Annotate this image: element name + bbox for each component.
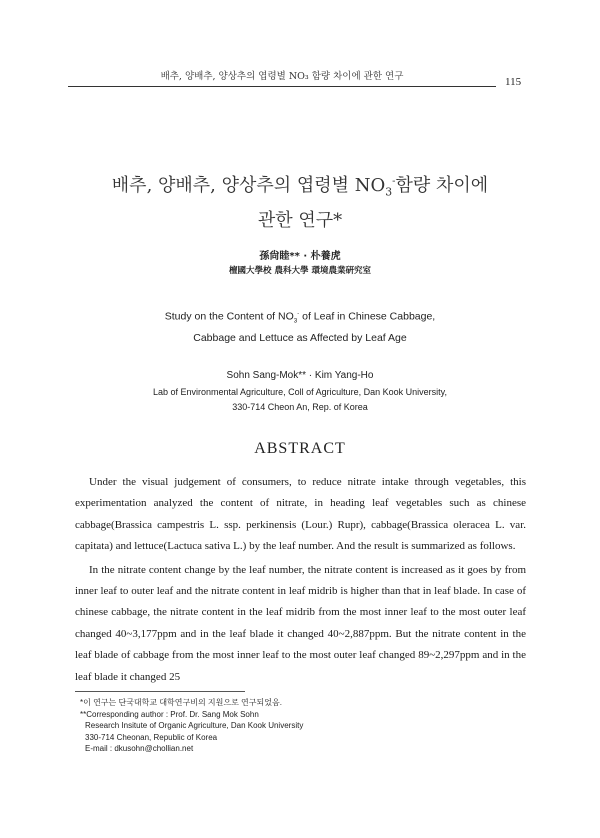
title-korean-line-2: 관한 연구* — [257, 209, 343, 231]
affiliation-english-line-1: Lab of Environmental Agriculture, Coll of Agriculture, Dan Kook University, — [153, 387, 447, 397]
affiliation-korean: 檀國大學校 農科大學 環境農業硏究室 — [229, 266, 371, 276]
footnote-funding: *이 연구는 단국대학교 대학연구비의 지원으로 연구되었음. — [80, 698, 282, 707]
title-korean — [60, 168, 540, 235]
footnote-corresponding-author: **Corresponding author : Prof. Dr. Sang Mok Sohn — [80, 709, 259, 719]
affiliation-english-line-2: 330-714 Cheon An, Rep. of Korea — [232, 402, 368, 412]
footnote-rule — [75, 691, 245, 692]
title-english-line-2: Cabbage and Lettuce as Affected by Leaf Age — [193, 331, 407, 344]
footnote-email: E-mail : dkusohn@chollian.net — [85, 744, 194, 753]
title-english — [100, 306, 500, 346]
abstract-paragraph-1: Under the visual judgement of consumers, to reduce nitrate intake through vegetables, this experimentation analyzed the content of nitrate, in heading leaf vegetables such as chinese cabbage(Brassica campestris L. ssp. perkinensis (Lour.) Rupr), cabbage(Brassica oleracea L. var. capitata) and lettuce(Lactuca sativa L.) by the leaf number. And the result is summarized as follows. — [75, 476, 526, 553]
footnote-address: 330-714 Cheonan, Republic of Korea — [85, 732, 218, 742]
header-rule — [68, 86, 496, 87]
page-number: 115 — [505, 76, 522, 88]
authors-korean: 孫尙睦** · 朴養虎 — [259, 251, 341, 262]
title-korean-line-1: 배추, 양배추, 양상추의 엽령별 $NO_3^-$함량 차이에 — [111, 175, 489, 199]
abstract-body — [75, 472, 526, 688]
running-head: 배추, 양배추, 양상추의 엽령별 NO₃ 함량 차이에 관한 연구 — [160, 71, 404, 82]
footnote-institute: Research Insitute of Organic Agriculture, Dan Kook University — [85, 721, 304, 730]
title-english-line-1: Study on the Content of $NO_3^-$ of Leaf in Chinese Cabbage, — [164, 310, 436, 325]
authors-english: Sohn Sang-Mok** · Kim Yang-Ho — [226, 370, 374, 381]
affiliation-english — [100, 385, 500, 415]
footnotes — [80, 697, 520, 755]
abstract-paragraph-2: In the nitrate content change by the leaf number, the nitrate content is increased as it goes by from inner leaf to outer leaf and the nitrate content in leaf midrib is higher than that in leaf blade. In case of chinese cabbage, the nitrate content in the leaf midrib from the most inner leaf to the most outer leaf changed 40~3,177ppm and in the leaf blade it changed 40~2,887ppm. But the nitrate content in the leaf blade of cabbage from the most inner leaf to the most outer leaf changed 89~2,297ppm and in the leaf blade it changed 25 — [75, 563, 526, 683]
abstract-heading: ABSTRACT — [254, 440, 346, 457]
